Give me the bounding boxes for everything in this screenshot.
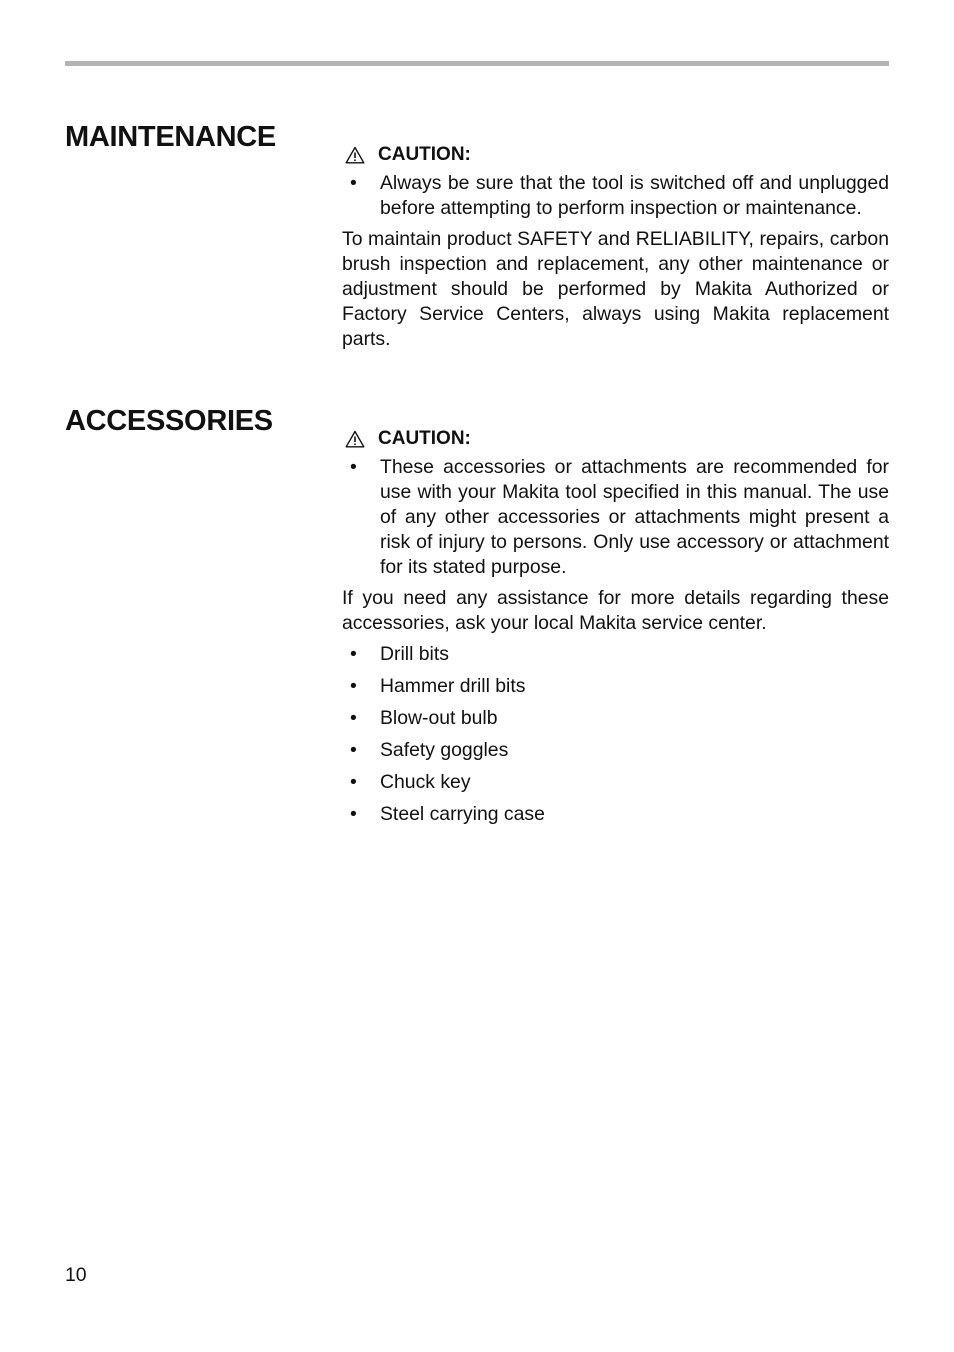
bullet: • — [350, 675, 357, 697]
accessories-caution — [342, 426, 889, 451]
caution-label: CAUTION: — [378, 428, 471, 449]
accessory-item: Safety goggles — [380, 739, 509, 761]
caution-label: CAUTION: — [378, 144, 471, 165]
top-divider — [65, 61, 889, 66]
list-item — [342, 738, 889, 763]
warning-triangle-icon — [345, 430, 365, 448]
list-item — [342, 642, 889, 667]
caution-text: Always be sure that the tool is switched off and unplugged before attempting to perform inspection or maintenance. — [380, 172, 889, 219]
accessory-item: Steel carrying case — [380, 803, 545, 825]
accessories-body — [342, 426, 889, 834]
accessories-list — [342, 642, 889, 827]
bullet: • — [350, 643, 357, 665]
bullet: • — [350, 739, 357, 761]
accessories-heading: ACCESSORIES — [65, 405, 273, 437]
accessory-item: Blow-out bulb — [380, 707, 498, 729]
bullet: • — [350, 172, 357, 194]
list-item — [342, 802, 889, 827]
maintenance-heading: MAINTENANCE — [65, 121, 276, 153]
bullet: • — [350, 707, 357, 729]
accessories-paragraph: If you need any assistance for more details regarding these accessories, ask your local Makita service center. — [342, 587, 889, 634]
accessory-item: Chuck key — [380, 771, 471, 793]
caution-text: These accessories or attachments are recommended for use with your Makita tool specified in this manual. The use of any other accessories or attachments might present a risk of injury to persons. Only use accessory or attachment for its stated purpose. — [380, 456, 889, 578]
list-item — [342, 706, 889, 731]
page-number: 10 — [65, 1264, 87, 1286]
bullet: • — [350, 803, 357, 825]
list-item — [342, 171, 889, 221]
accessory-item: Hammer drill bits — [380, 675, 526, 697]
list-item — [342, 455, 889, 580]
bullet: • — [350, 456, 357, 478]
maintenance-body — [342, 142, 889, 352]
accessory-item: Drill bits — [380, 643, 449, 665]
bullet: • — [350, 771, 357, 793]
maintenance-caution — [342, 142, 889, 167]
list-item — [342, 770, 889, 795]
warning-triangle-icon — [345, 146, 365, 164]
maintenance-paragraph: To maintain product SAFETY and RELIABILITY, repairs, carbon brush inspection and replacement, any other maintenance or adjustment should be performed by Makita Authorized or Factory Service Centers, always using Makita replacement parts. — [342, 228, 889, 350]
list-item — [342, 674, 889, 699]
